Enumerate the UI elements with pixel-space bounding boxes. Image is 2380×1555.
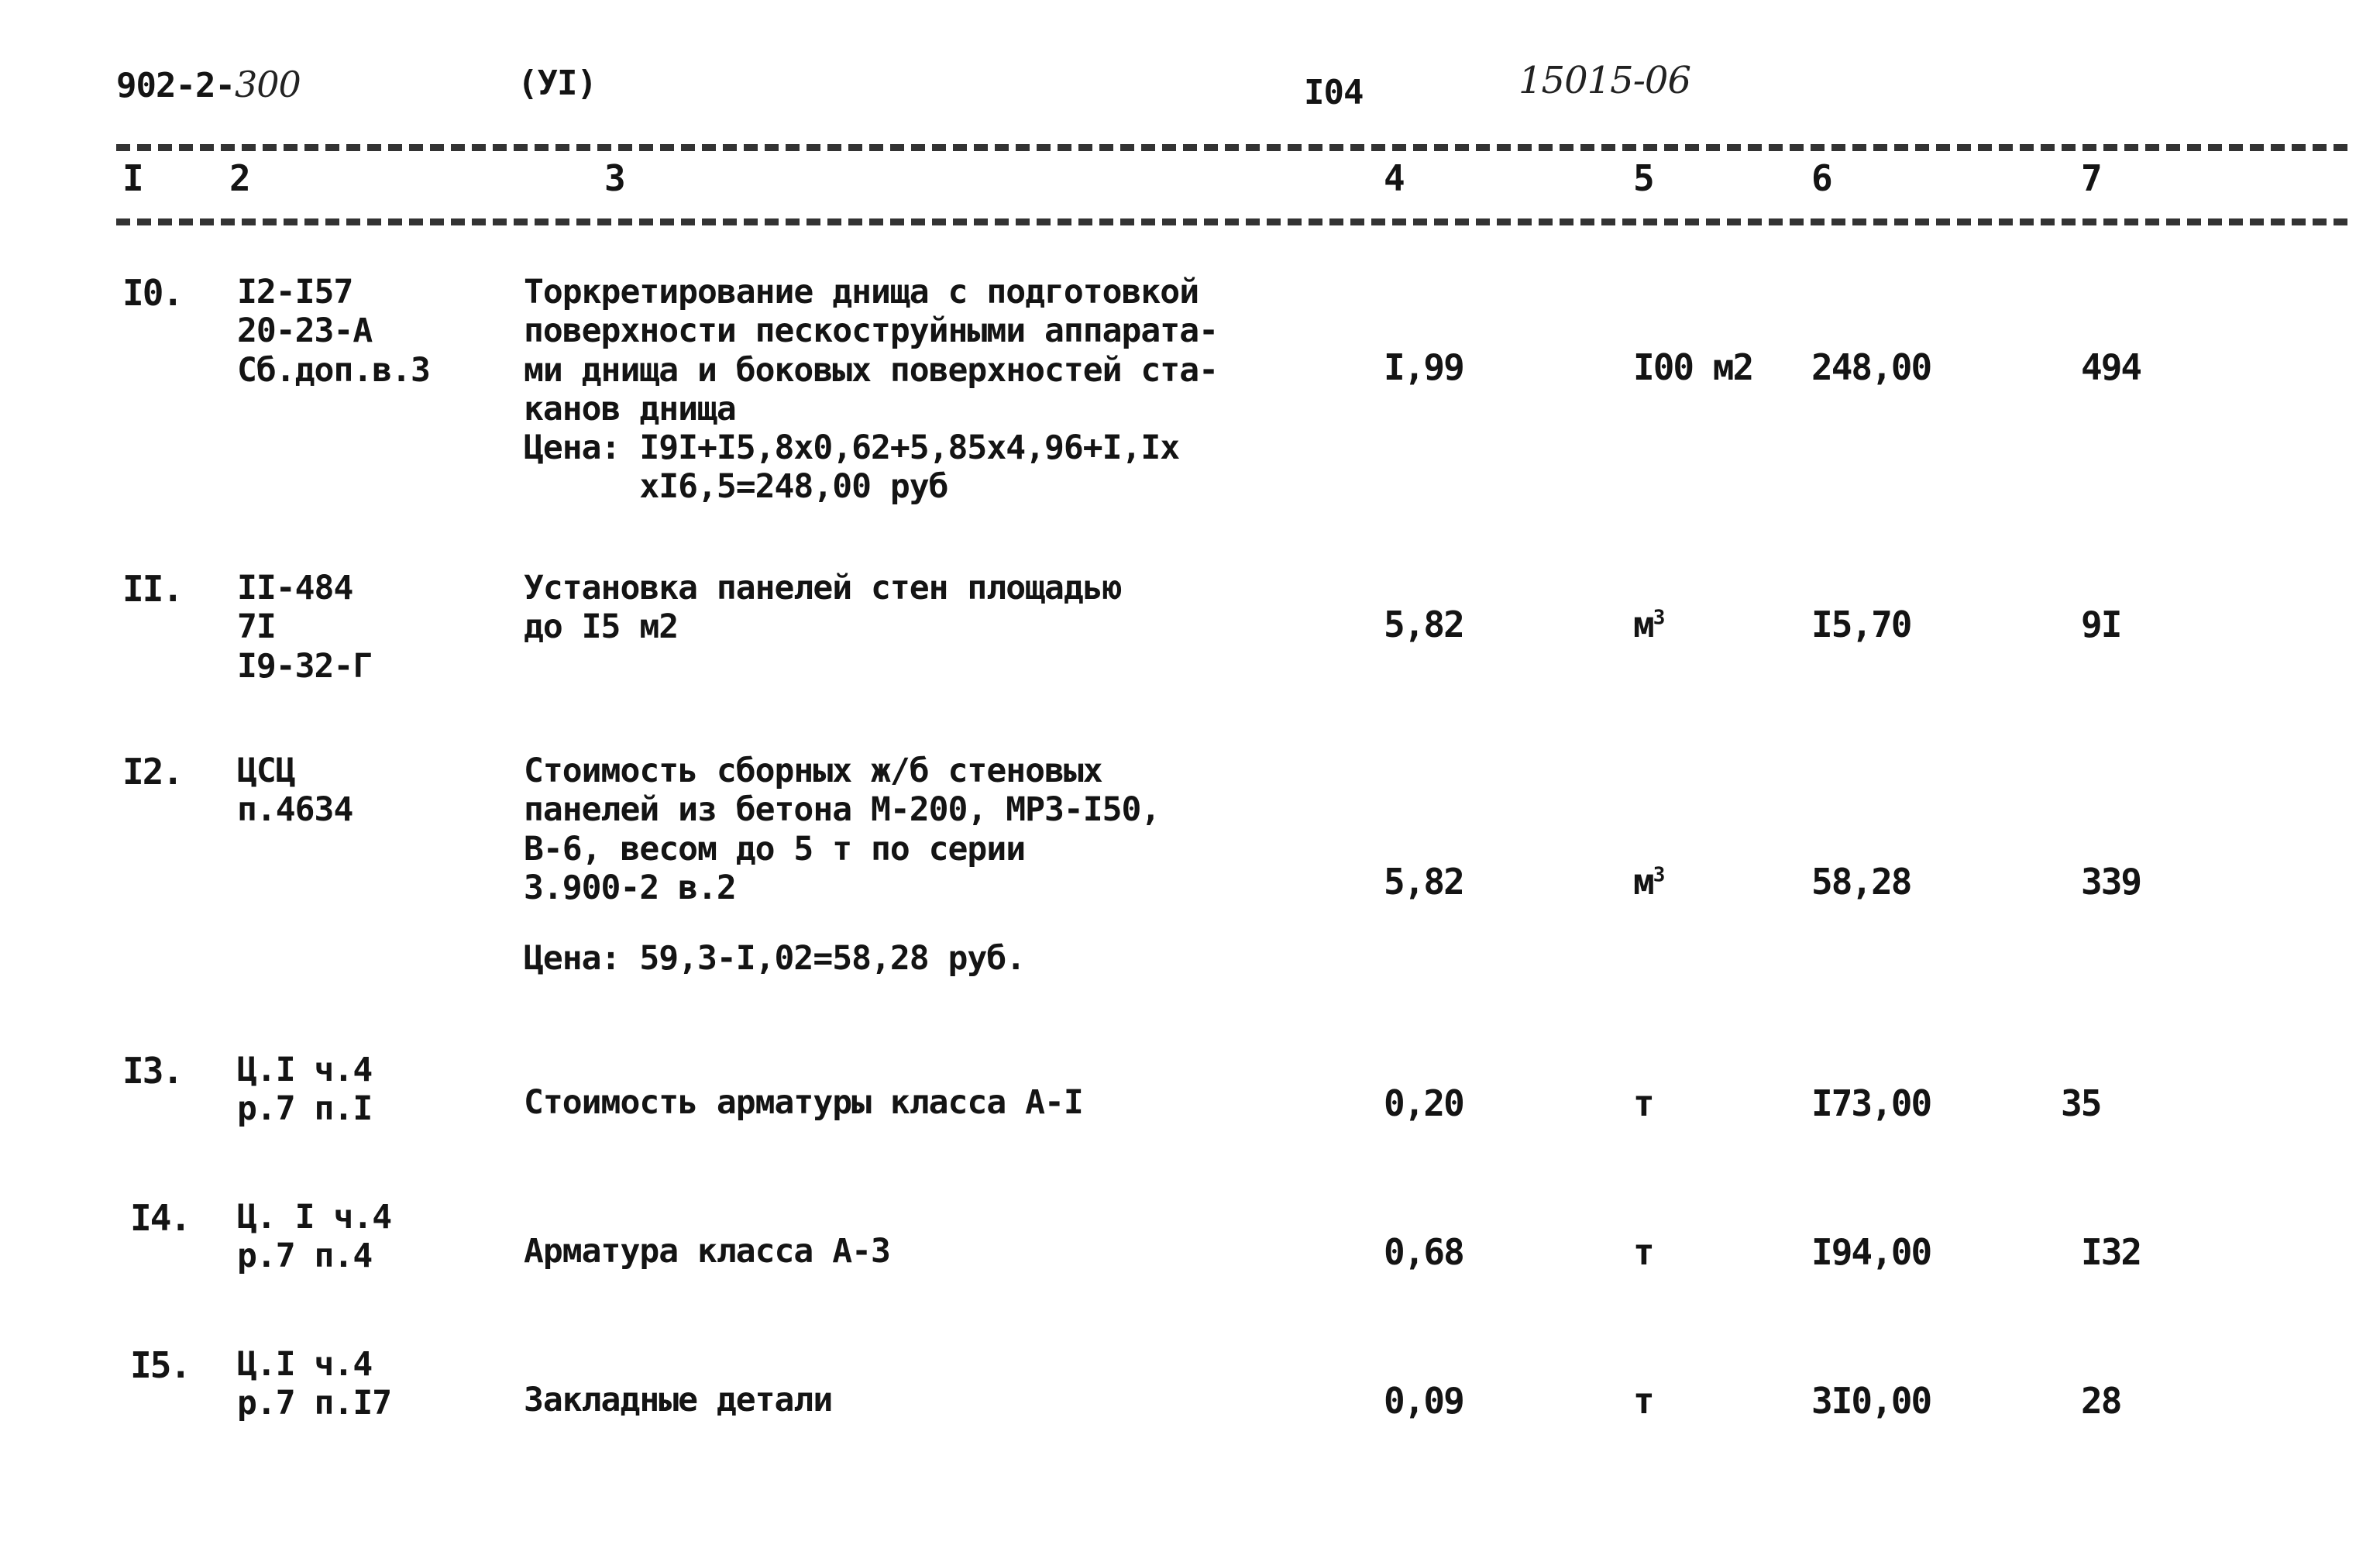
row-code: I2-I57 20-23-А Сб.доп.в.3 [237, 273, 430, 390]
row-quantity: 0,68 [1384, 1231, 1463, 1273]
row-number: I2. [122, 751, 183, 793]
row-description: Стоимость сборных ж/б стеновых панелей из бетона М-200, МРЗ-I50, В-6, весом до 5 т по серии 3.900-2 в.2 [524, 752, 1161, 907]
column-number-7: 7 [2081, 157, 2103, 199]
row-unit-superscript: 3 [1653, 863, 1664, 887]
row-total: 494 [2081, 346, 2141, 388]
top-dashed-rule [116, 144, 2347, 151]
row-code: Ц. I ч.4 р.7 п.4 [237, 1198, 392, 1276]
row-unit: т [1633, 1231, 1653, 1273]
row-code: ЦСЦ п.4634 [237, 752, 353, 830]
document-code [116, 64, 301, 105]
row-number: I0. [122, 272, 183, 314]
row-total: 35 [2061, 1082, 2101, 1124]
row-description: Стоимость арматуры класса А-I [524, 1083, 1083, 1122]
row-number: II. [122, 568, 183, 610]
column-number-1: I [122, 157, 144, 199]
row-code: II-484 7I I9-32-Г [237, 569, 373, 686]
row-price: I94,00 [1811, 1231, 1931, 1273]
row-unit: $м^3$ [1633, 604, 1664, 645]
row-price: I73,00 [1811, 1082, 1931, 1124]
column-number-3: 3 [604, 157, 626, 199]
row-quantity: I,99 [1384, 346, 1463, 388]
row-number: I3. [122, 1050, 183, 1092]
row-number: I4. [130, 1197, 191, 1239]
row-price: I5,70 [1811, 604, 1911, 645]
row-description: Закладные детали [524, 1381, 833, 1419]
document-code-prefix: 902-2- [116, 66, 235, 105]
row-price-note: Цена: 59,3-I,02=58,28 руб. [524, 939, 1026, 978]
handwritten-code: 15015-06 [1518, 59, 1690, 102]
row-code: Ц.I ч.4 р.7 п.I [237, 1051, 373, 1129]
row-unit: т [1633, 1380, 1653, 1422]
row-total: I32 [2081, 1231, 2141, 1273]
row-unit: $м^3$ [1633, 861, 1664, 903]
row-price: 58,28 [1811, 861, 1911, 903]
row-quantity: 5,82 [1384, 861, 1463, 903]
row-description: Арматура класса А-3 [524, 1232, 890, 1271]
row-total: 28 [2081, 1380, 2121, 1422]
row-number: I5. [130, 1344, 191, 1386]
bottom-dashed-rule [116, 218, 2347, 225]
row-unit-superscript: 3 [1653, 606, 1664, 630]
document-code-suffix: 300 [234, 64, 301, 105]
row-description: Торкретирование днища с подготовкой поверхности пескоструйными аппарата- ми днища и боковых поверхностей ста- канов днища Цена: I9I+I5,8x0,62+5,85x4,96+I,Ix xI6,5=248,00 руб [524, 273, 1218, 507]
row-unit: т [1633, 1082, 1653, 1124]
row-quantity: 0,09 [1384, 1380, 1463, 1422]
row-price: 3I0,00 [1811, 1380, 1931, 1422]
row-quantity: 0,20 [1384, 1082, 1463, 1124]
row-total: 339 [2081, 861, 2141, 903]
row-total: 9I [2081, 604, 2121, 645]
column-number-2: 2 [229, 157, 251, 199]
row-description: Установка панелей стен площадью до I5 м2 [524, 569, 1122, 647]
row-quantity: 5,82 [1384, 604, 1463, 645]
section-label: (УI) [518, 64, 597, 103]
column-number-5: 5 [1633, 157, 1655, 199]
row-code: Ц.I ч.4 р.7 п.I7 [237, 1345, 392, 1423]
column-number-6: 6 [1811, 157, 1833, 199]
row-price: 248,00 [1811, 346, 1931, 388]
page-number: I04 [1304, 73, 1364, 112]
row-unit: I00 м2 [1633, 346, 1753, 388]
column-number-4: 4 [1384, 157, 1405, 199]
